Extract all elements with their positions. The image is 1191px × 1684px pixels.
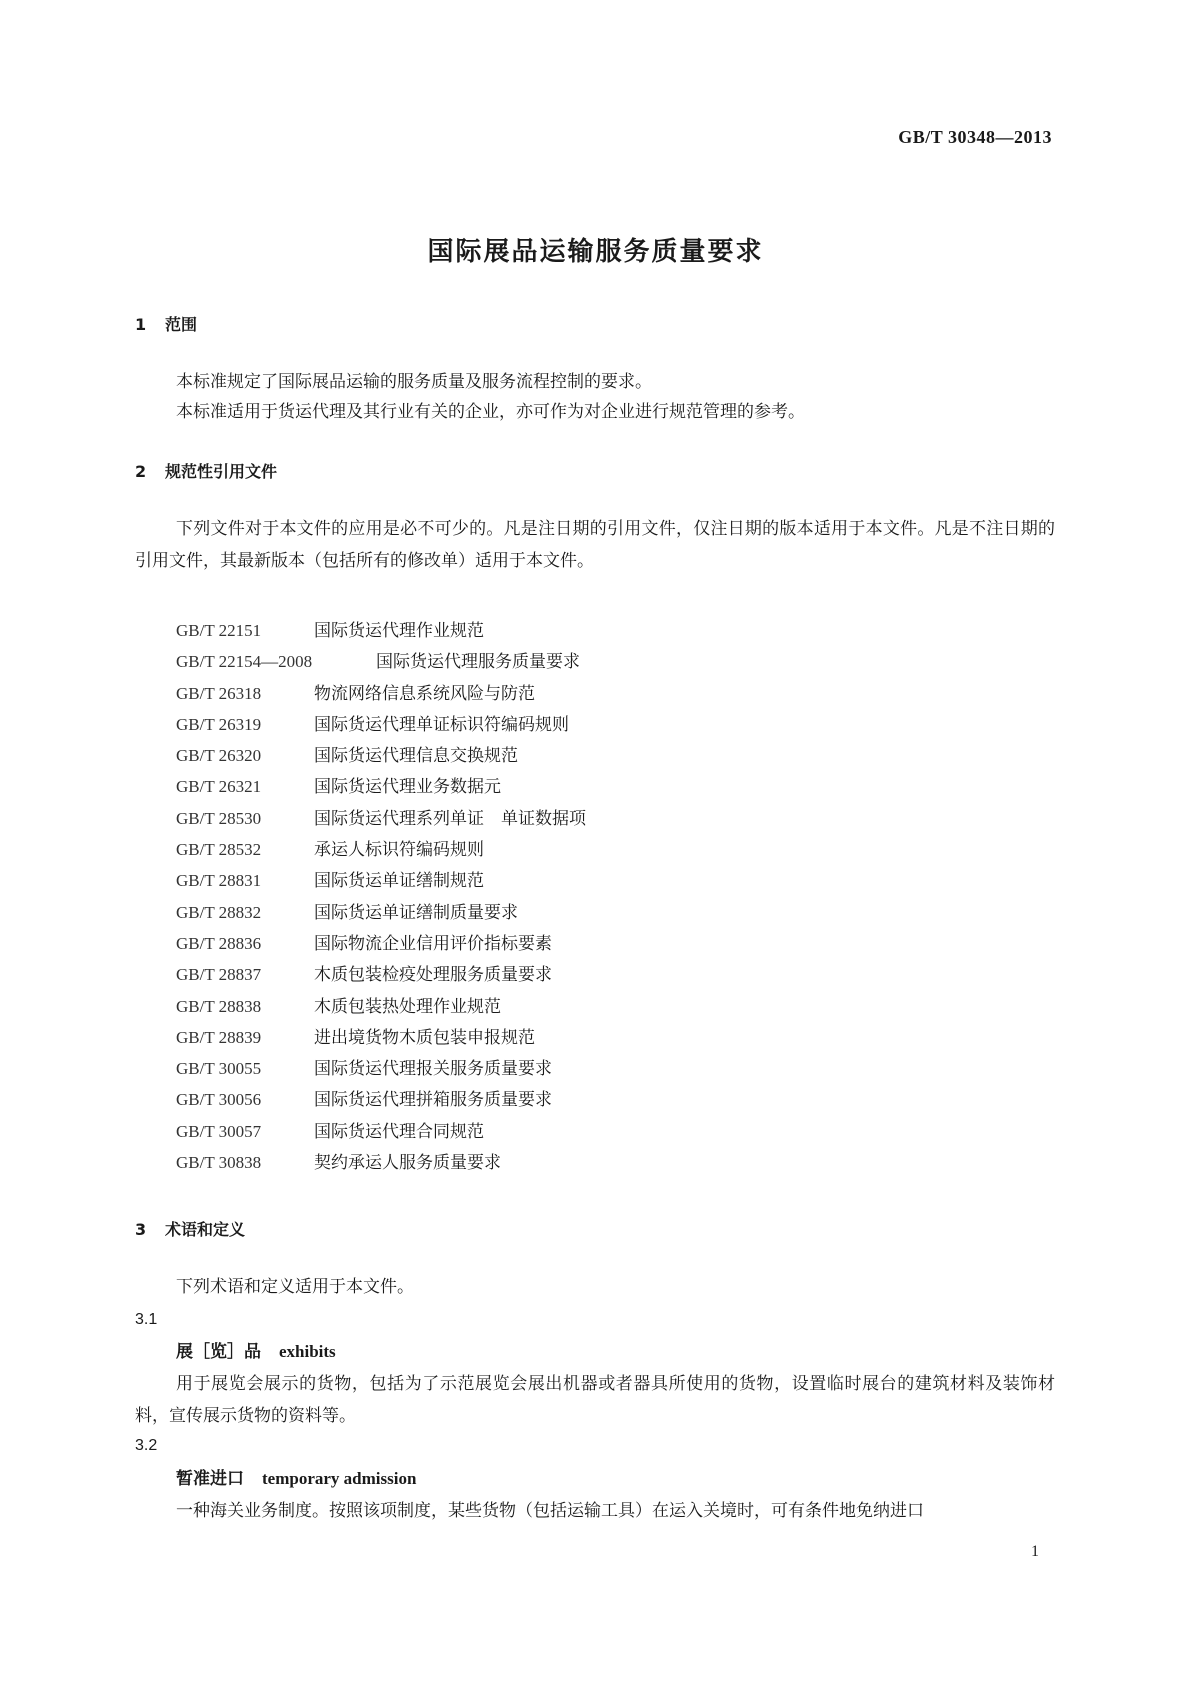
reference-title: 国际货运代理信息交换规范 [314, 746, 518, 767]
reference-code: GB/T 28832 [176, 902, 262, 922]
section-1-paragraph-1: 本标准规定了国际展品运输的服务质量及服务流程控制的要求。 [176, 372, 652, 392]
reference-title: 国际货运代理单证标识符编码规则 [314, 714, 569, 735]
reference-title: 木质包装热处理作业规范 [314, 996, 501, 1017]
term-english: temporary admission [262, 1469, 417, 1488]
term-3-2-number: 3.2 [135, 1437, 158, 1454]
reference-title: 国际货运代理拼箱服务质量要求 [314, 1090, 552, 1111]
term-3-1-definition: 用于展览会展示的货物，包括为了示范展览会展出机器或者器具所使用的货物，设置临时展台的建筑材料及装饰材料，宣传展示货物的资料等。 [135, 1374, 1055, 1426]
reference-title: 国际货运代理系列单证 单证数据项 [314, 808, 586, 829]
term-3-1-number: 3.1 [135, 1311, 158, 1328]
term-3-2-definition: 一种海关业务制度。按照该项制度，某些货物（包括运输工具）在运入关境时，可有条件地免纳进口 [176, 1501, 924, 1521]
section-2-heading [135, 459, 277, 482]
reference-title: 国际货运代理服务质量要求 [376, 652, 580, 673]
reference-item [176, 771, 586, 802]
reference-item [176, 1116, 586, 1147]
reference-title: 国际货运单证缮制质量要求 [314, 902, 518, 923]
reference-code: GB/T 28831 [176, 871, 262, 891]
reference-code: GB/T 26318 [176, 683, 262, 703]
reference-item [176, 959, 586, 990]
reference-code: GB/T 28836 [176, 933, 262, 953]
reference-code: GB/T 26320 [176, 746, 262, 766]
section-number: 3 [135, 1220, 147, 1239]
reference-item [176, 678, 586, 709]
reference-code: GB/T 28837 [176, 965, 262, 985]
reference-title: 承运人标识符编码规则 [314, 840, 484, 861]
section-title: 规范性引用文件 [165, 462, 278, 481]
term-3-2-heading [176, 1464, 416, 1489]
section-1-paragraph-2: 本标准适用于货运代理及其行业有关的企业，亦可作为对企业进行规范管理的参考。 [176, 402, 805, 422]
page-number: 1 [1031, 1543, 1039, 1560]
section-title: 术语和定义 [165, 1220, 246, 1239]
section-number: 2 [135, 462, 147, 481]
reference-item [176, 897, 586, 928]
section-2-intro: 下列文件对于本文件的应用是必不可少的。凡是注日期的引用文件，仅注日期的版本适用于本文件。凡是不注日期的引用文件，其最新版本（包括所有的修改单）适用于本文件。 [135, 519, 1055, 571]
reference-title: 契约承运人服务质量要求 [314, 1153, 501, 1174]
reference-code: GB/T 28530 [176, 808, 262, 828]
reference-item [176, 1147, 586, 1178]
reference-code: GB/T 26321 [176, 777, 262, 797]
reference-item [176, 928, 586, 959]
reference-code: GB/T 22154—2008 [176, 652, 313, 672]
reference-title: 国际货运单证缮制规范 [314, 871, 484, 892]
term-3-1-heading [176, 1337, 336, 1362]
term-chinese: 暂准进口 [176, 1469, 244, 1489]
reference-item [176, 709, 586, 740]
reference-title: 木质包装检疫处理服务质量要求 [314, 965, 552, 986]
normative-references-list [176, 615, 586, 1178]
standard-code: GB/T 30348—2013 [898, 127, 1052, 147]
reference-code: GB/T 26319 [176, 714, 262, 734]
section-title: 范围 [165, 315, 198, 334]
reference-code: GB/T 22151 [176, 621, 262, 640]
section-3-heading [135, 1217, 245, 1240]
section-3-intro: 下列术语和定义适用于本文件。 [176, 1277, 414, 1297]
section-number: 1 [135, 315, 147, 334]
reference-code: GB/T 30838 [176, 1153, 262, 1173]
document-title: 国际展品运输服务质量要求 [427, 237, 764, 267]
reference-title: 国际货运代理作业规范 [314, 621, 484, 641]
term-english: exhibits [279, 1342, 336, 1361]
reference-item [176, 991, 586, 1022]
reference-item [176, 1053, 586, 1084]
reference-code: GB/T 30055 [176, 1059, 262, 1079]
reference-title: 国际货运代理报关服务质量要求 [314, 1059, 552, 1080]
reference-item [176, 865, 586, 896]
reference-code: GB/T 28838 [176, 996, 262, 1016]
reference-title: 国际货运代理合同规范 [314, 1121, 484, 1142]
reference-item [176, 1084, 586, 1115]
reference-item [176, 740, 586, 771]
reference-title: 国际物流企业信用评价指标要素 [314, 933, 552, 954]
reference-item [176, 803, 586, 834]
reference-item [176, 834, 586, 865]
reference-item [176, 615, 586, 646]
reference-code: GB/T 30057 [176, 1121, 262, 1141]
reference-code: GB/T 28532 [176, 840, 262, 860]
section-1-heading [135, 312, 197, 335]
reference-code: GB/T 28839 [176, 1027, 262, 1047]
reference-code: GB/T 30056 [176, 1090, 262, 1110]
reference-title: 物流网络信息系统风险与防范 [314, 683, 535, 704]
reference-item [176, 646, 586, 677]
term-chinese: 展［览］品 [176, 1342, 261, 1362]
reference-title: 进出境货物木质包装申报规范 [314, 1027, 535, 1048]
reference-title: 国际货运代理业务数据元 [314, 777, 501, 798]
reference-item [176, 1022, 586, 1053]
